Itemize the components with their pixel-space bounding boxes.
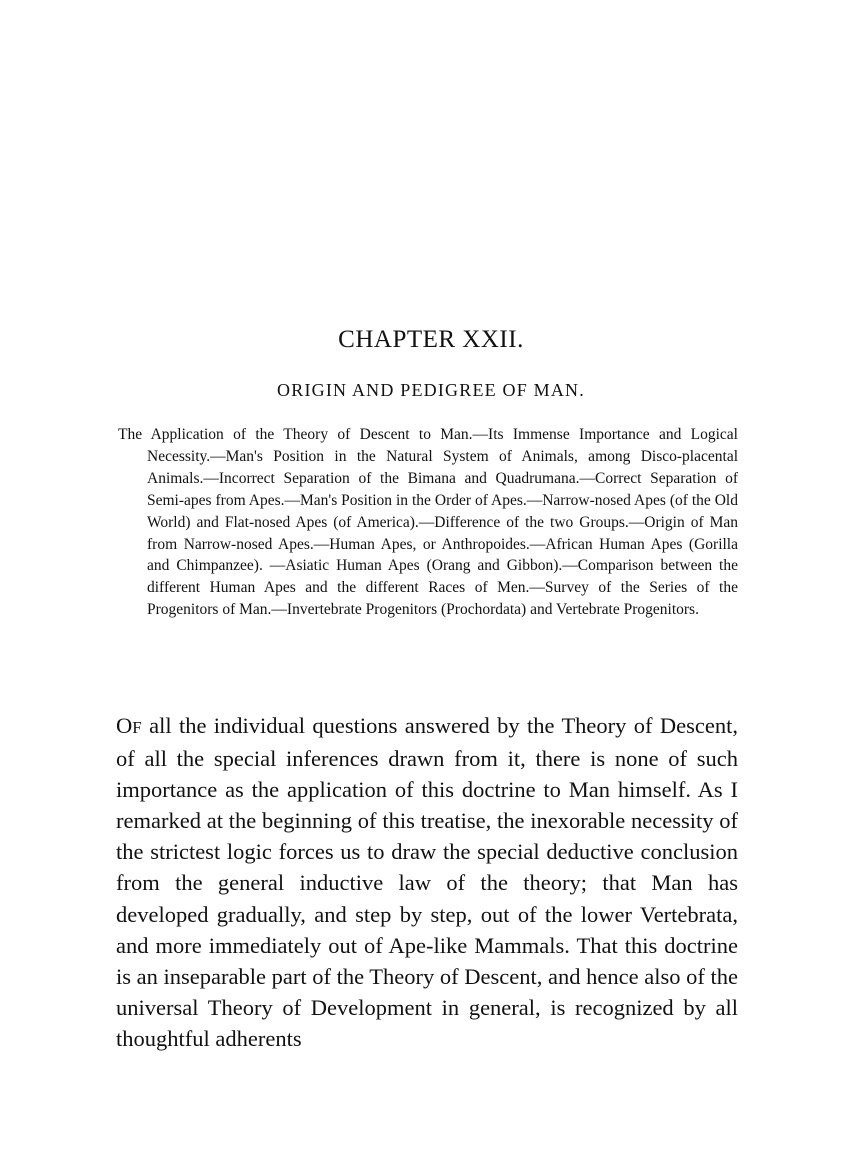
- chapter-heading: CHAPTER XXII.: [338, 326, 524, 353]
- chapter-title: ORIGIN AND PEDIGREE OF MAN.: [277, 380, 585, 400]
- initial-letter: O: [116, 713, 133, 738]
- initial-letter-rest: F: [132, 718, 142, 737]
- body-paragraph: [116, 710, 738, 1054]
- chapter-synopsis: The Application of the Theory of Descent to Man.—Its Immense Importance and Logical Necessity.—Man's Position in the Natural System of Animals, among Disco-placental Animals.—Incorrect Separation of the Bimana and Quadrumana.—Correct Separation of Semi-apes from Apes.—Man's Position in the Order of Apes.—Narrow-nosed Apes (of the Old World) and Flat-nosed Apes (of America).—Difference of the two Groups.—Origin of Man from Narrow-nosed Apes.—Human Apes, or Anthropoides.—African Human Apes (Gorilla and Chimpanzee). —Asiatic Human Apes (Orang and Gibbon).—Comparison between the different Human Apes and the different Races of Men.—Survey of the Series of the Progenitors of Man.—Invertebrate Progenitors (Prochordata) and Vertebrate Progenitors.: [118, 426, 738, 619]
- body-paragraph-text: all the individual questions answered by the Theory of Descent, of all the special inferences drawn from it, there is none of such importance as the application of this doctrine to Man himself. As I remarked at the beginning of this treatise, the inexorable necessity of the strictest logic forces us to draw the special deductive conclusion from the general inductive law of the theory; that Man has developed gradually, and step by step, out of the lower Vertebrata, and more immediately out of Ape-like Mammals. That this doctrine is an inseparable part of the Theory of Descent, and hence also of the universal Theory of Development in general, is recognized by all thoughtful adherents: [116, 713, 738, 1051]
